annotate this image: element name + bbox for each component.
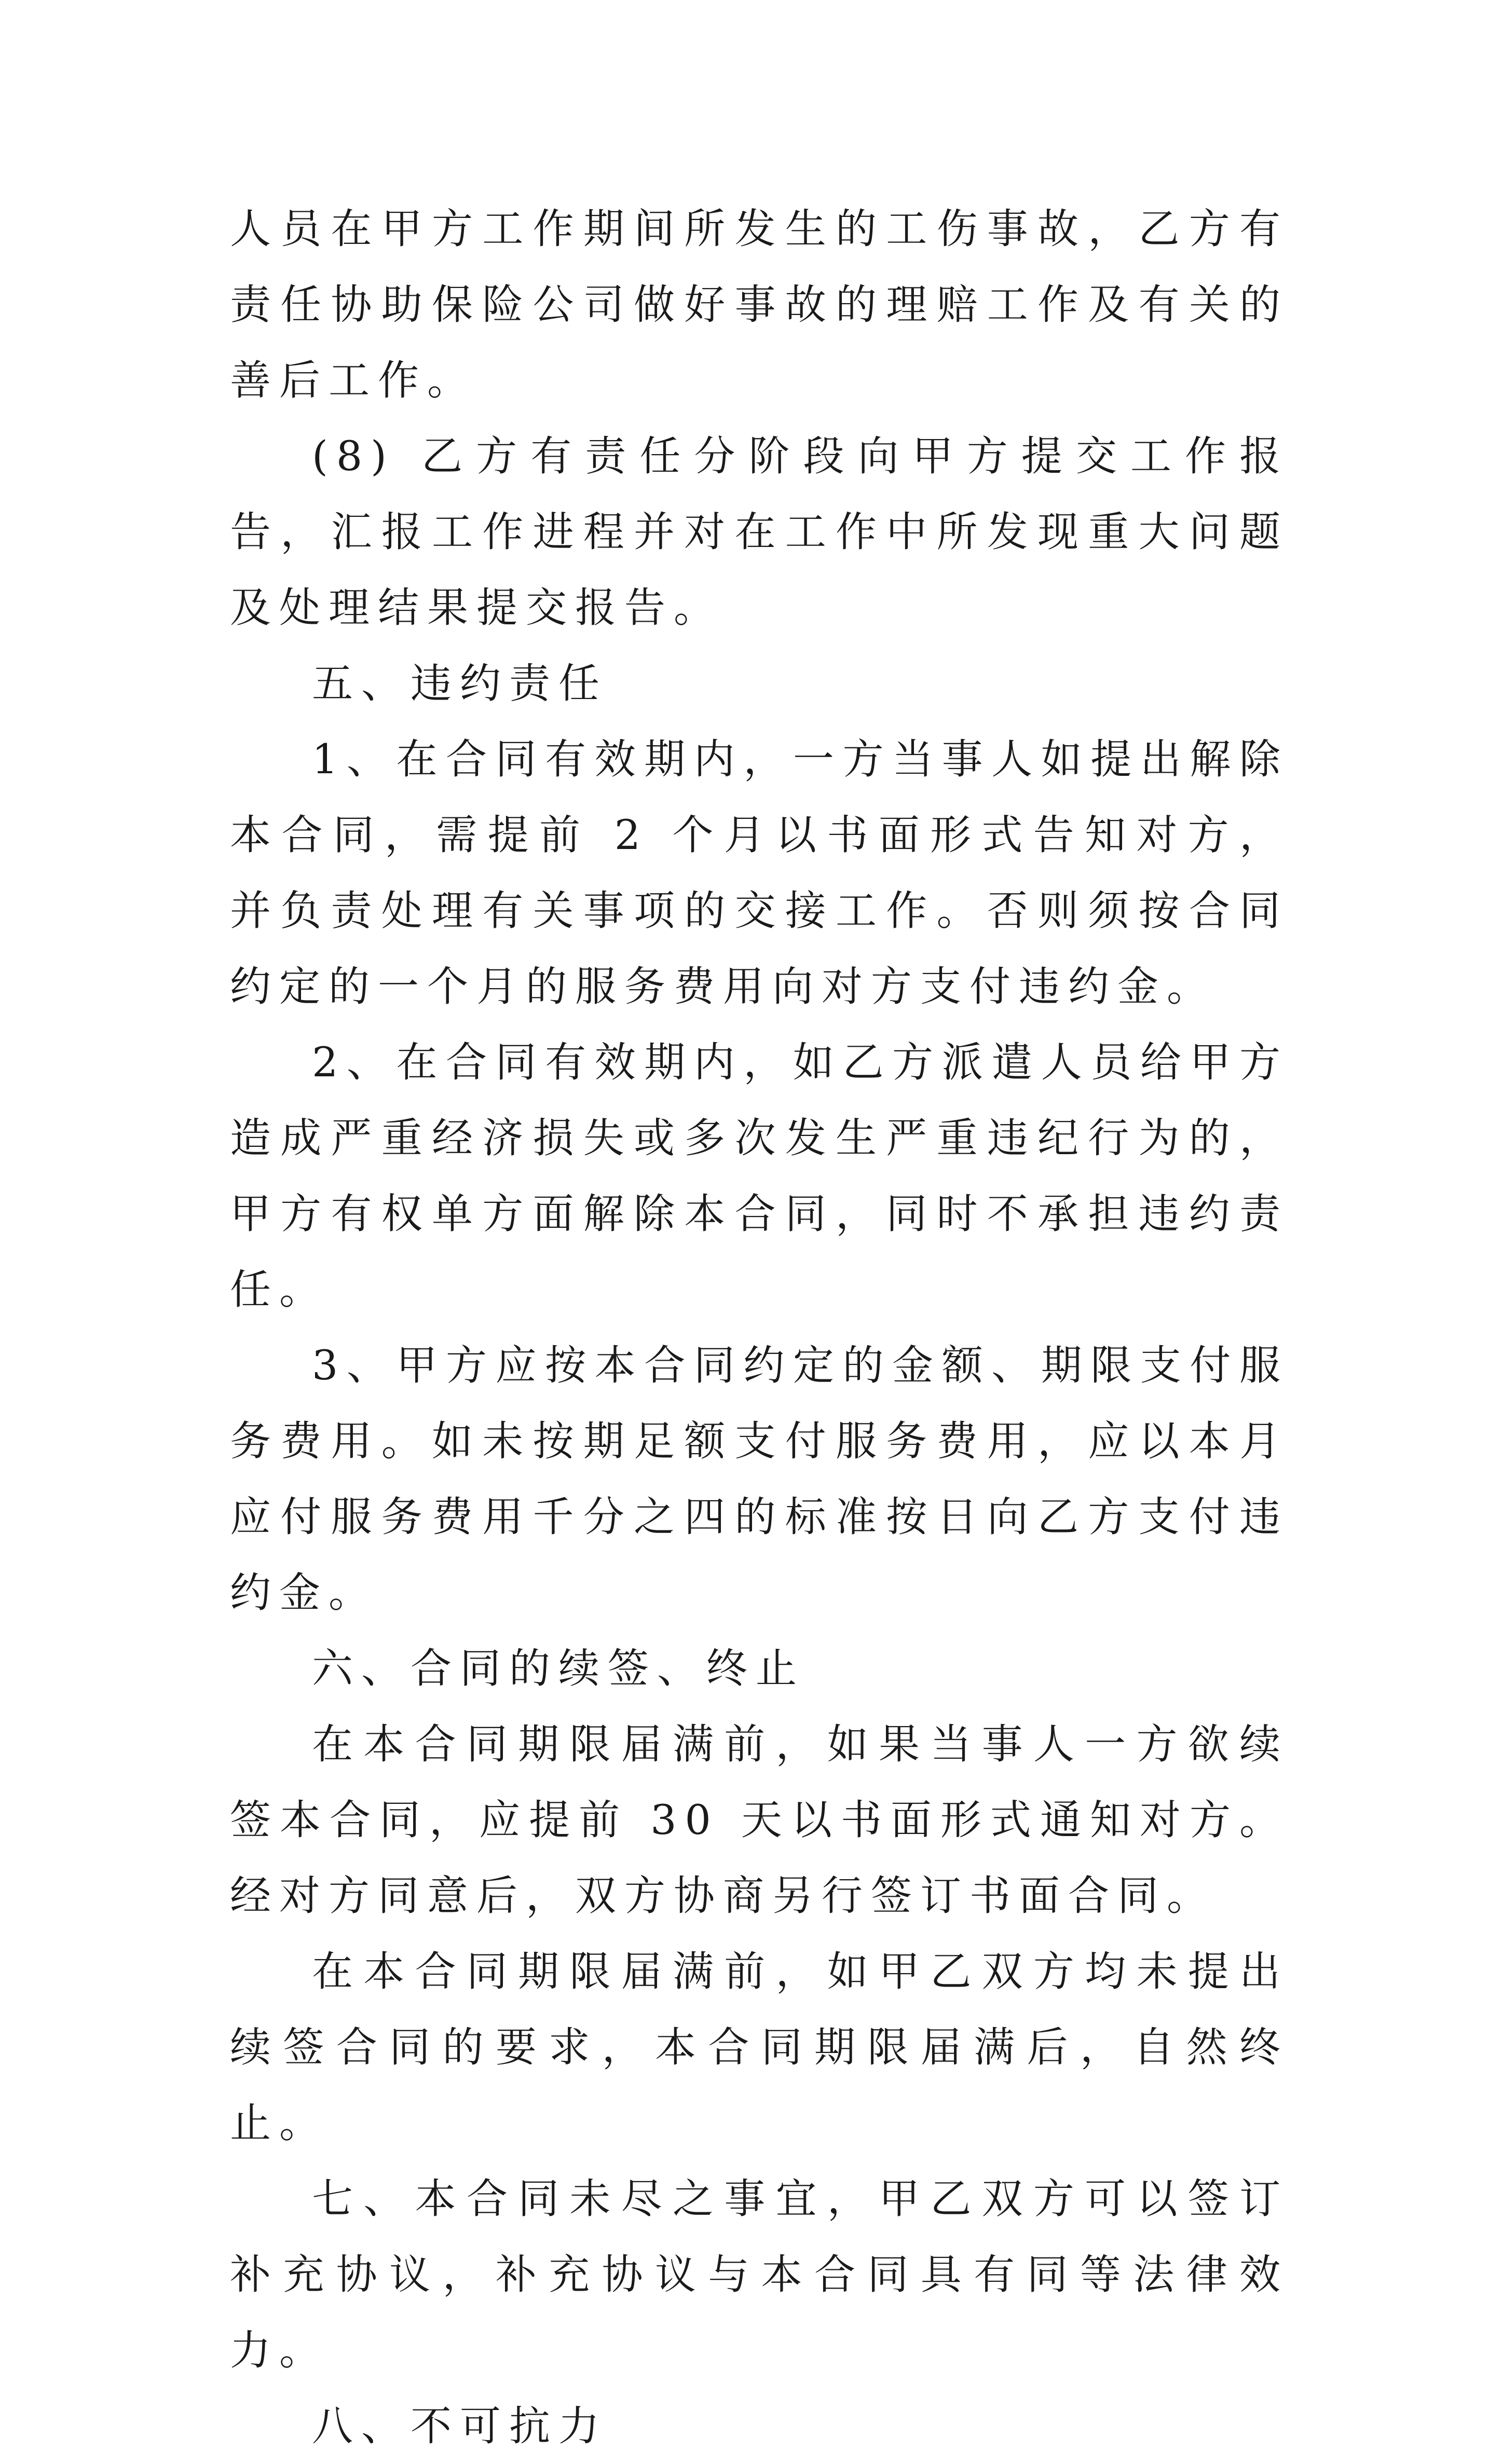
- section-heading-force-majeure: 八、不可抗力: [312, 2402, 608, 2450]
- section-heading-renewal-termination: 六、合同的续签、终止: [312, 1645, 805, 1692]
- paragraph-breach-clause-1: 1、在合同有效期内，一方当事人如提出解除本合同，需提前 2 个月以书面形式告知对方，并负责处理有关事项的交接工作。否则须按合同约定的一个月的服务费用向对方支付违约金。: [230, 735, 1289, 1010]
- paragraph-breach-clause-3: 3、甲方应按本合同约定的金额、期限支付服务费用。如未按期足额支付服务费用，应以本月应付服务费用千分之四的标准按日向乙方支付违约金。: [230, 1341, 1289, 1617]
- paragraph-work-injury-continuation: 人员在甲方工作期间所发生的工伤事故，乙方有责任协助保险公司做好事故的理赔工作及有关的善后工作。: [230, 205, 1289, 404]
- section-heading-supplementary-agreement: 七、本合同未尽之事宜，甲乙双方可以签订补充协议，补充协议与本合同具有同等法律效力。: [230, 2175, 1289, 2374]
- document-body: [230, 191, 1289, 2464]
- paragraph-renewal: 在本合同期限届满前，如果当事人一方欲续签本合同，应提前 30 天以书面形式通知对方。经对方同意后，双方协商另行签订书面合同。: [230, 1720, 1289, 1920]
- paragraph-natural-termination: 在本合同期限届满前，如甲乙双方均未提出续签合同的要求，本合同期限届满后，自然终止。: [230, 1948, 1289, 2147]
- section-heading-breach-liability: 五、违约责任: [312, 660, 608, 707]
- paragraph-clause-8-work-report: (8) 乙方有责任分阶段向甲方提交工作报告，汇报工作进程并对在工作中所发现重大问题及处理结果提交报告。: [230, 432, 1289, 632]
- paragraph-breach-clause-2: 2、在合同有效期内，如乙方派遣人员给甲方造成严重经济损失或多次发生严重违纪行为的，甲方有权单方面解除本合同，同时不承担违约责任。: [230, 1038, 1289, 1313]
